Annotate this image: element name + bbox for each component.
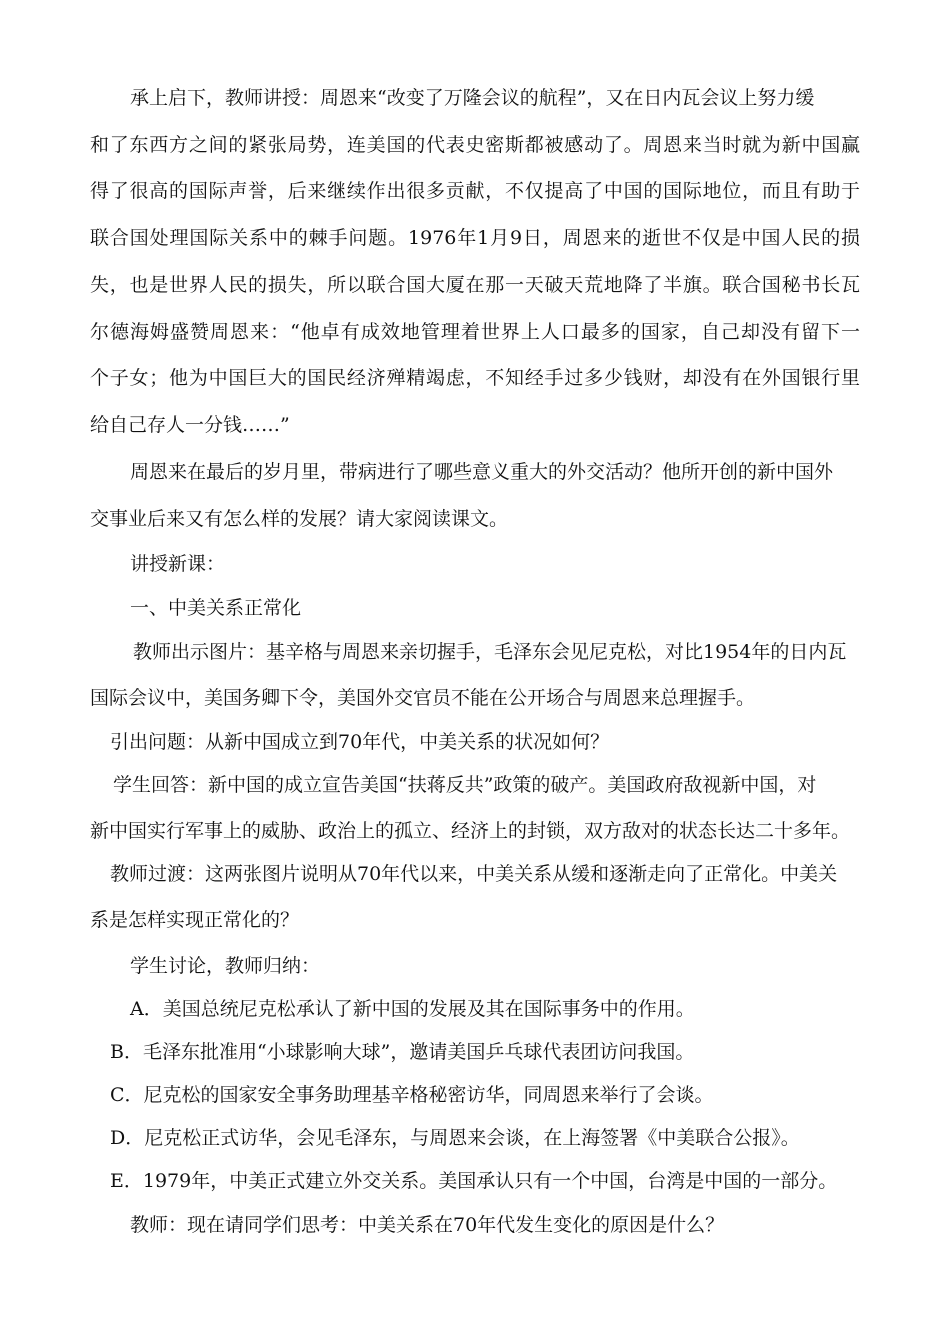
paragraph-line: 引出问题：从新中国成立到70年代，中美关系的状况如何？ bbox=[110, 731, 610, 753]
paragraph-line: 尔德海姆盛赞周恩来：“他卓有成效地管理着世界上人口最多的国家，自己却没有留下一 bbox=[90, 321, 860, 343]
paragraph-line: 系是怎样实现正常化的？ bbox=[90, 909, 300, 931]
paragraph-line: 新中国实行军事上的威胁、政治上的孤立、经济上的封锁，双方敌对的状态长达二十多年。 bbox=[90, 820, 851, 842]
paragraph-line: 给自己存人一分钱……” bbox=[90, 414, 290, 436]
paragraph-line: 联合国处理国际关系中的棘手问题。1976年1月9日，周恩来的逝世不仅是中国人民的损 bbox=[90, 227, 860, 249]
paragraph-line: 学生讨论，教师归纳： bbox=[130, 955, 321, 977]
paragraph-line: 周恩来在最后的岁月里，带病进行了哪些意义重大的外交活动？他所开创的新中国外 bbox=[130, 461, 834, 483]
paragraph-line: 教师过渡：这两张图片说明从70年代以来，中美关系从缓和逐渐走向了正常化。中美关 bbox=[110, 863, 838, 885]
paragraph-line: 交事业后来又有怎么样的发展？请大家阅读课文。 bbox=[90, 508, 509, 530]
paragraph-line: 和了东西方之间的紧张局势，连美国的代表史密斯都被感动了。周恩来当时就为新中国赢 bbox=[90, 134, 860, 156]
paragraph-line: 教师出示图片：基辛格与周恩来亲切握手，毛泽东会见尼克松，对比1954年的日内瓦 bbox=[133, 641, 847, 663]
list-item-b: B．毛泽东批准用“小球影响大球”，邀请美国乒乓球代表团访问我国。 bbox=[110, 1041, 695, 1063]
paragraph-line: 承上启下，教师讲授：周恩来“改变了万隆会议的航程”，又在日内瓦会议上努力缓 bbox=[130, 87, 815, 109]
section-heading: 一、中美关系正常化 bbox=[130, 597, 302, 619]
paragraph-line: 个子女；他为中国巨大的国民经济殚精竭虑，不知经手过多少钱财，却没有在外国银行里 bbox=[90, 367, 860, 389]
section-label: 讲授新课： bbox=[130, 553, 226, 575]
paragraph-line: 国际会议中，美国务卿下令，美国外交官员不能在公开场合与周恩来总理握手。 bbox=[90, 687, 756, 709]
list-item-a: A．美国总统尼克松承认了新中国的发展及其在国际事务中的作用。 bbox=[130, 998, 695, 1020]
list-item-c: C．尼克松的国家安全事务助理基辛格秘密访华，同周恩来举行了会谈。 bbox=[110, 1084, 714, 1106]
paragraph-line: 学生回答：新中国的成立宣告美国“扶蒋反共”政策的破产。美国政府敌视新中国，对 bbox=[113, 774, 817, 796]
paragraph-line: 失，也是世界人民的损失，所以联合国大厦在那一天破天荒地降了半旗。联合国秘书长瓦 bbox=[90, 274, 860, 296]
paragraph-line: 得了很高的国际声誉，后来继续作出很多贡献，不仅提高了中国的国际地位，而且有助于 bbox=[90, 180, 860, 202]
list-item-e: E．1979年，中美正式建立外交关系。美国承认只有一个中国，台湾是中国的一部分。 bbox=[110, 1170, 838, 1192]
list-item-d: D．尼克松正式访华，会见毛泽东，与周恩来会谈，在上海签署《中美联合公报》。 bbox=[110, 1127, 800, 1149]
paragraph-line: 教师：现在请同学们思考：中美关系在70年代发生变化的原因是什么？ bbox=[130, 1214, 725, 1236]
